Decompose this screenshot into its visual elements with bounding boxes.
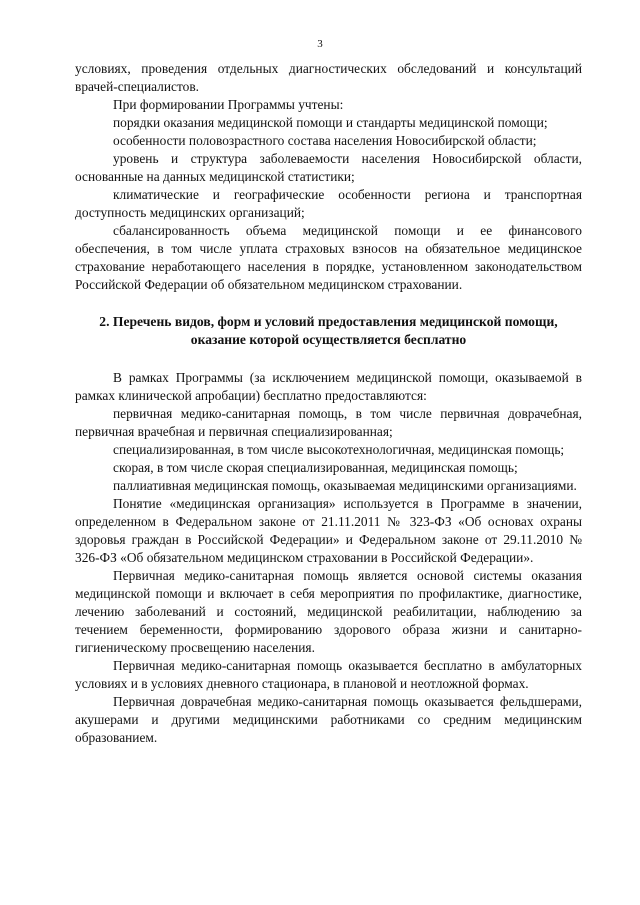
paragraph: При формировании Программы учтены: <box>113 97 344 112</box>
page-number: 3 <box>317 38 323 50</box>
paragraph: В рамках Программы (за исключением медицинской помощи, оказываемой в рамках клинической апробации) бесплатно предоставляются: <box>75 370 582 403</box>
list-item: сбалансированность объема медицинской помощи и ее финансового обеспечения, в том числе уплата страховых взносов на обязательное медицинское страхование неработающего населения в порядке, установленном законодательством Российской Федерации об обязательном медицинском страховании. <box>75 223 582 292</box>
document-body <box>75 60 582 747</box>
list-item: первичная медико-санитарная помощь, в том числе первичная доврачебная, первичная врачебная и первичная специализированная; <box>75 406 582 439</box>
list-item: климатические и географические особенности региона и транспортная доступность медицинских организаций; <box>75 187 582 220</box>
paragraph: условиях, проведения отдельных диагностических обследований и консультаций врачей-специалистов. <box>75 61 582 94</box>
paragraph: Первичная медико-санитарная помощь оказывается бесплатно в амбулаторных условиях и в условиях дневного стационара, в плановой и неотложной формах. <box>75 658 582 691</box>
list-item: порядки оказания медицинской помощи и стандарты медицинской помощи; <box>113 115 548 130</box>
paragraph: Первичная медико-санитарная помощь является основой системы оказания медицинской помощи и включает в себя мероприятия по профилактике, диагностике, лечению заболеваний и состояний, медицинской реабилитации, наблюдению за течением беременности, формированию здорового образа жизни и санитарно-гигиеническому просвещению населения. <box>75 568 582 655</box>
list-item: уровень и структура заболеваемости населения Новосибирской области, основанные на данных медицинской статистики; <box>75 151 582 184</box>
list-item: особенности половозрастного состава населения Новосибирской области; <box>113 133 537 148</box>
paragraph: Первичная доврачебная медико-санитарная помощь оказывается фельдшерами, акушерами и другими медицинскими работниками со средним медицинским образованием. <box>75 694 582 745</box>
list-item: скорая, в том числе скорая специализированная, медицинская помощь; <box>113 460 518 475</box>
list-item: специализированная, в том числе высокотехнологичная, медицинская помощь; <box>113 442 565 457</box>
list-item: паллиативная медицинская помощь, оказываемая медицинскими организациями. <box>113 478 577 493</box>
section-heading: 2. Перечень видов, форм и условий предоставления медицинской помощи, оказание которой осуществляется бесплатно <box>99 314 558 347</box>
paragraph: Понятие «медицинская организация» используется в Программе в значении, определенном в Федеральном законе от 21.11.2011 № 323-ФЗ «Об основах охраны здоровья граждан в Российской Федерации» и Федеральном законе от 29.11.2010 № 326-ФЗ «Об обязательном медицинском страховании в Российской Федерации». <box>75 496 582 565</box>
